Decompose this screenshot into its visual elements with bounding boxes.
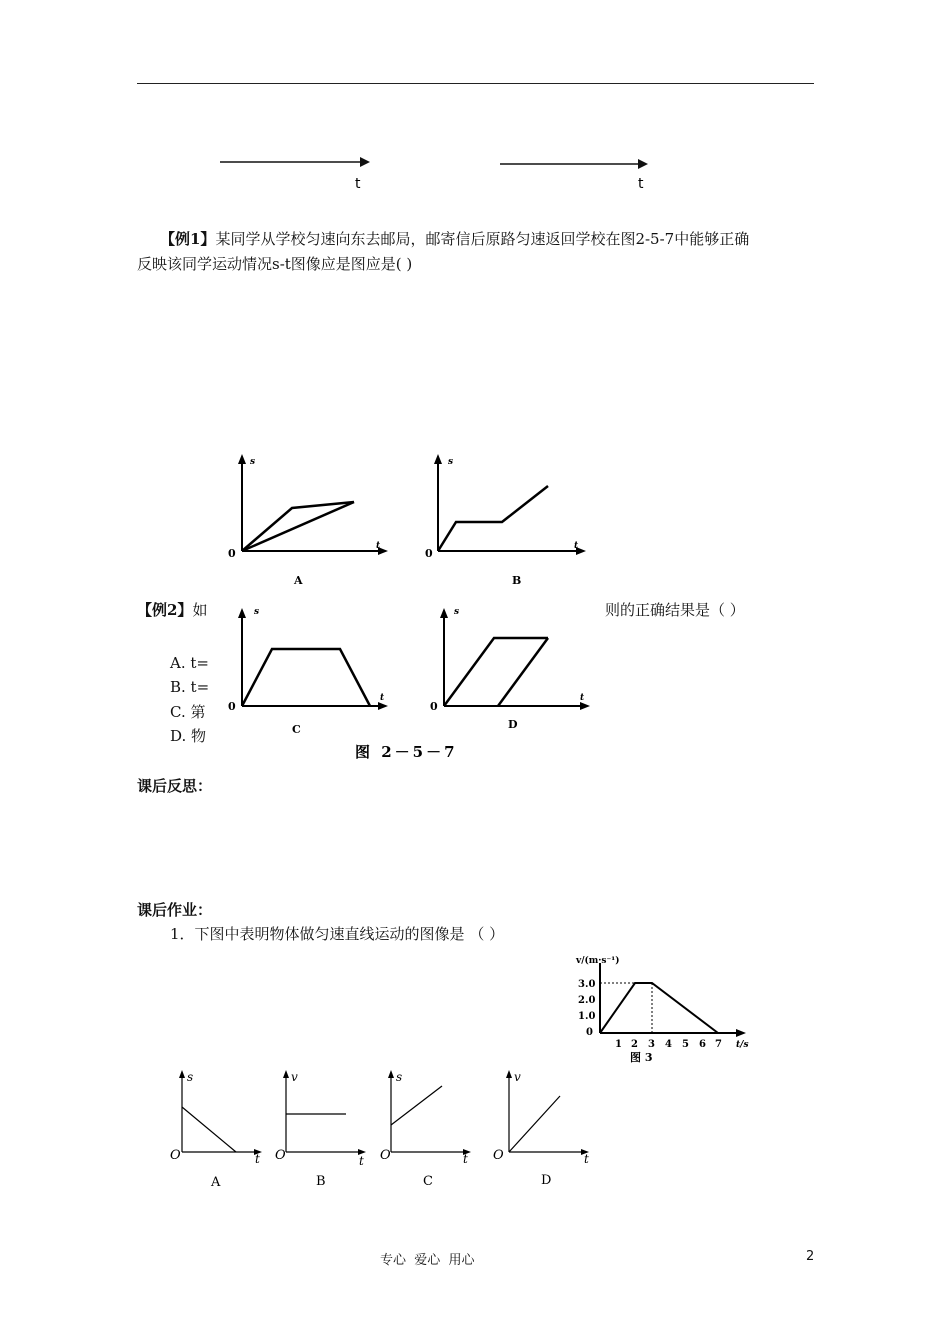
- panel-b-label: B: [512, 574, 522, 587]
- q1a-y-label: s: [187, 1070, 194, 1084]
- fig3-xtick-4: 4: [665, 1039, 672, 1050]
- fig3-xtick-5: 5: [682, 1039, 689, 1050]
- panel-b-s-arrow: [434, 454, 442, 464]
- t-axis-arrow-1: [360, 157, 370, 167]
- q1a-origin: O: [170, 1148, 181, 1163]
- q1d-y-arrow: [506, 1070, 512, 1078]
- panel-b-path: [438, 486, 548, 551]
- example2-start: 如: [192, 601, 208, 619]
- panel-d-origin: 0: [430, 700, 438, 713]
- q1b-x-label: t: [359, 1154, 364, 1168]
- panel-d-s-label: s: [454, 607, 460, 617]
- fig3-xtick-6: 6: [699, 1039, 706, 1050]
- figure-occlusion-backdrop: [232, 600, 602, 720]
- t-axis-label-1: t: [355, 176, 361, 192]
- figure-257-caption: 图 2－5－7: [355, 743, 458, 761]
- panel-b: [425, 454, 586, 587]
- fig3-xtick-7: 7: [715, 1039, 722, 1050]
- q1-graphs: [160, 1065, 600, 1195]
- q1c-origin: O: [380, 1148, 391, 1163]
- panel-c-label: C: [292, 723, 301, 736]
- q1b-y-label: v: [291, 1070, 298, 1084]
- panel-a-s-arrow: [238, 454, 246, 464]
- panel-a-origin: 0: [228, 547, 236, 560]
- panel-d-label: D: [508, 718, 518, 731]
- example2-option-d: D. 物: [170, 727, 207, 745]
- panel-a-t-label: t: [376, 541, 381, 551]
- example2-tail: 则的正确结果是（ ）: [605, 601, 745, 619]
- q1a-line: [182, 1107, 236, 1152]
- fig3-ytick-1: 2.0: [578, 995, 596, 1006]
- panel-c-s-label: s: [254, 607, 260, 617]
- fig3-caption: 图 3: [630, 1051, 653, 1064]
- fig3-ytick-2: 1.0: [578, 1011, 596, 1022]
- example2-line: [137, 598, 207, 622]
- example1-line1: [160, 227, 820, 251]
- panel-d-t-label: t: [580, 693, 585, 703]
- q1a-y-arrow: [179, 1070, 185, 1078]
- panel-a-label: A: [294, 574, 303, 587]
- blank-t-axes: [210, 150, 670, 195]
- q1d-line: [509, 1096, 560, 1152]
- homework-q1: 1．下图中表明物体做匀速直线运动的图像是 （ ）: [170, 925, 505, 943]
- fig3-ytick-0: 3.0: [578, 979, 596, 990]
- q1c-line: [391, 1086, 442, 1125]
- page-number: 2: [806, 1249, 815, 1264]
- example2-option-b: B. t=: [170, 678, 210, 696]
- fig3-xtick-3: 3: [648, 1039, 655, 1050]
- q1b-origin: O: [275, 1148, 286, 1163]
- q1b-y-arrow: [283, 1070, 289, 1078]
- q1c-y-label: s: [396, 1070, 403, 1084]
- panel-b-t-label: t: [574, 541, 579, 551]
- q1c-label: C: [423, 1174, 433, 1189]
- homework-heading: 课后作业：: [137, 901, 213, 919]
- panel-a-path-back: [242, 502, 354, 551]
- q1c-y-arrow: [388, 1070, 394, 1078]
- fig3-xlabel: t/s: [736, 1040, 749, 1050]
- fig3-xtick-2: 2: [631, 1039, 638, 1050]
- panel-a-s-label: s: [250, 457, 256, 467]
- example2-option-a: A. t=: [170, 654, 209, 672]
- figure-2-5-7: [212, 450, 602, 770]
- q1d-origin: O: [493, 1148, 504, 1163]
- panel-c-origin: 0: [228, 700, 236, 713]
- example2-tag: 【例2】: [137, 601, 193, 619]
- t-axis-label-2: t: [638, 176, 644, 192]
- q1d-y-label: v: [514, 1070, 521, 1084]
- q1a-x-label: t: [255, 1152, 260, 1166]
- example1-text-line2: 反映该同学运动情况s-t图像应是图应是( ): [137, 255, 413, 273]
- q1d-label: D: [541, 1173, 552, 1188]
- figure-3: [572, 953, 772, 1065]
- example1-tag: 【例1】: [160, 230, 216, 248]
- panel-b-origin: 0: [425, 547, 433, 560]
- example2-option-c: C. 第: [170, 703, 206, 721]
- fig3-ytick-3: 0: [586, 1027, 593, 1038]
- panel-a: [228, 454, 388, 587]
- footer-center: 专心 爱心 用心: [380, 1253, 475, 1268]
- q1d-x-label: t: [584, 1152, 589, 1166]
- header-rule: [137, 83, 814, 84]
- panel-b-s-label: s: [448, 457, 454, 467]
- fig3-ylabel: v/(m·s⁻¹): [576, 956, 620, 966]
- q1c-x-label: t: [463, 1152, 468, 1166]
- q1a-label: A: [211, 1175, 221, 1190]
- fig3-x-arrow: [736, 1029, 746, 1037]
- panel-c-t-label: t: [380, 693, 385, 703]
- example1-text-line1: 某同学从学校匀速向东去邮局，邮寄信后原路匀速返回学校在图2-5-7中能够正确: [215, 230, 750, 248]
- fig3-v-path: [600, 983, 718, 1033]
- reflection-heading: 课后反思：: [137, 777, 213, 795]
- q1b-label: B: [316, 1174, 326, 1189]
- t-axis-arrow-2: [638, 159, 648, 169]
- fig3-xtick-1: 1: [615, 1039, 622, 1050]
